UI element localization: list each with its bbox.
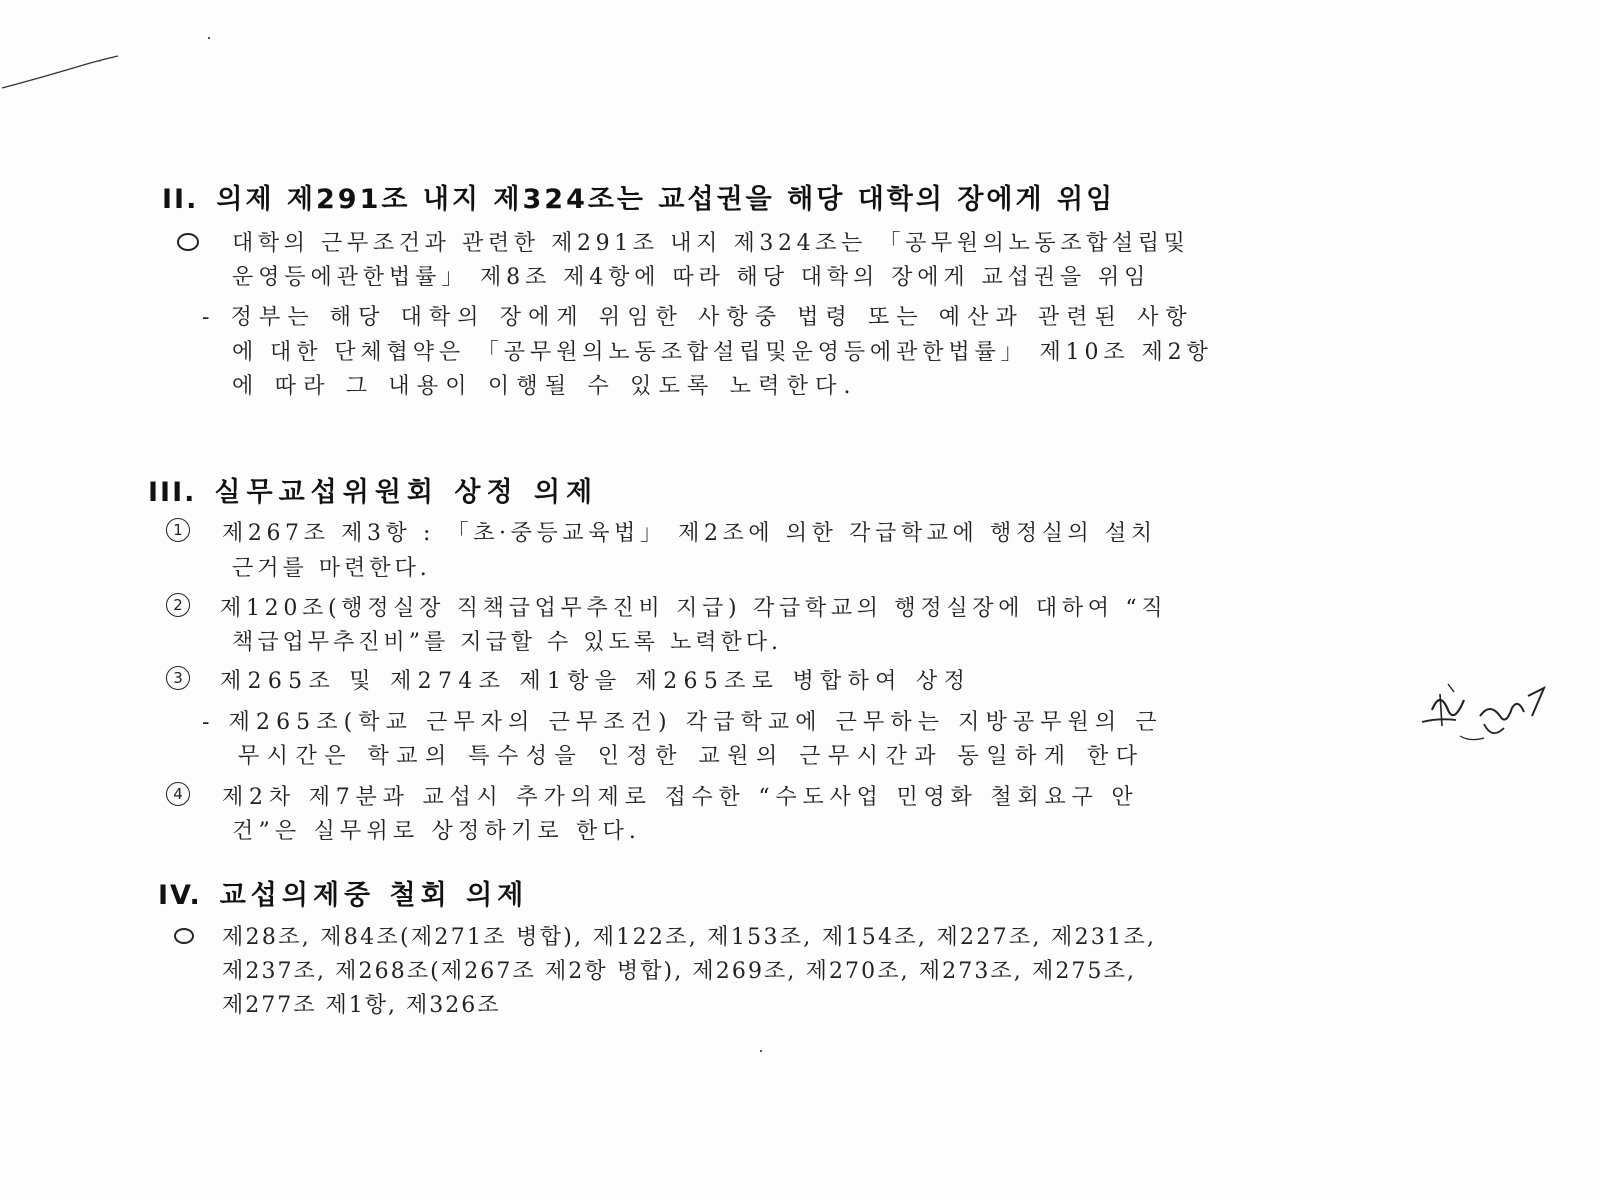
- section-3-number: III.: [148, 477, 197, 508]
- item-2-line-2: 책급업무추진비”를 지급할 수 있도록 노력한다.: [232, 630, 783, 655]
- section-4-number: IV.: [158, 880, 202, 911]
- enclosed-number-1: 1: [166, 518, 190, 542]
- section-2-line-2: 운영등에관한법률」 제8조 제4항에 따라 해당 대학의 장에게 교섭권을 위임: [232, 265, 1151, 290]
- hollow-circle-bullet-icon: [177, 233, 199, 251]
- section-4-heading: [158, 873, 528, 912]
- section-2-sub-line-1: - 정부는 해당 대학의 장에게 위임한 사항중 법령 또는 예산과 관련된 사항: [202, 305, 1194, 330]
- scan-artifact-mark: [0, 40, 120, 100]
- section-3-title: 실무교섭위원회 상정 의제: [214, 477, 599, 508]
- item-3-line-1: 제265조 및 제274조 제1항을 제265조로 병합하여 상정: [220, 669, 972, 694]
- hollow-circle-bullet-icon: [174, 928, 194, 944]
- section-2-line-1: 대학의 근무조건과 관련한 제291조 내지 제324조는 「공무원의노동조합설립및: [232, 231, 1190, 256]
- section-4-line-1: 제28조, 제84조(제271조 병합), 제122조, 제153조, 제154조, 제227조, 제231조,: [222, 925, 1157, 950]
- item-4-line-1: 제2차 제7분과 교섭시 추가의제로 접수한 “수도사업 민영화 철회요구 안: [222, 785, 1139, 810]
- item-4-line-2: 건”은 실무위로 상정하기로 한다.: [232, 819, 642, 844]
- section-2-heading: [162, 177, 1115, 216]
- item-2-line-1: 제120조(행정실장 직책급업무추진비 지급) 각급학교의 행정실장에 대하여 “직: [220, 596, 1168, 621]
- section-2-number: II.: [162, 184, 199, 215]
- enclosed-number-4: 4: [166, 782, 190, 806]
- enclosed-number-2: 2: [166, 593, 190, 617]
- item-3-sub-line-2: 무시간은 학교의 특수성을 인정한 교원의 근무시간과 동일하게 한다: [238, 744, 1145, 769]
- section-2-title: 의제 제291조 내지 제324조는 교섭권을 해당 대학의 장에게 위임: [216, 184, 1116, 215]
- section-2-sub-line-2: 에 대한 단체협약은 「공무원의노동조합설립및운영등에관한법률」 제10조 제2항: [232, 340, 1213, 365]
- section-2-sub-line-3: 에 따라 그 내용이 이행될 수 있도록 노력한다.: [232, 374, 858, 399]
- section-4-line-2: 제237조, 제268조(제267조 제2항 병합), 제269조, 제270조, 제273조, 제275조,: [222, 959, 1137, 984]
- section-4-line-3: 제277조 제1항, 제326조: [222, 993, 501, 1018]
- item-1-line-2: 근거를 마련한다.: [232, 556, 431, 581]
- item-3-sub-line-1: - 제265조(학교 근무자의 근무조건) 각급학교에 근무하는 지방공무원의 근: [202, 710, 1163, 735]
- scan-dust: [760, 1050, 762, 1052]
- handwritten-signature-icon: [1420, 680, 1550, 760]
- item-1-line-1: 제267조 제3항 : 「초·중등교육법」 제2조에 의한 각급학교에 행정실의 설치: [222, 521, 1157, 546]
- section-4-title: 교섭의제중 철회 의제: [219, 880, 529, 911]
- enclosed-number-3: 3: [166, 666, 190, 690]
- scan-dust: [208, 37, 210, 39]
- section-3-heading: [148, 470, 598, 509]
